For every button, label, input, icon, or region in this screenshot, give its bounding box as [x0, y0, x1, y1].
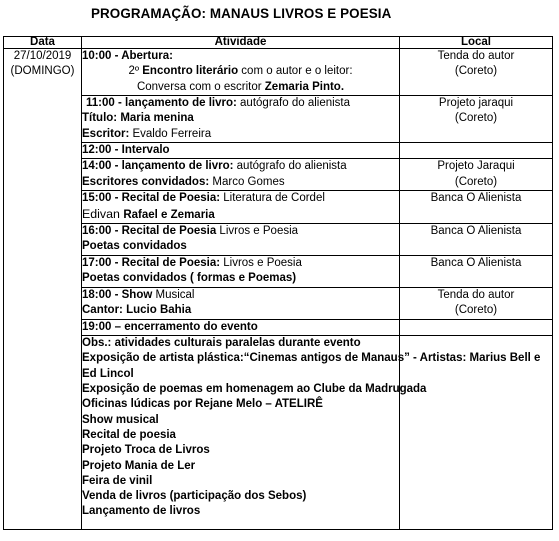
location-name: Projeto Jaraqui	[437, 160, 515, 173]
performer-names: Poetas convidados ( formas e Poemas)	[82, 272, 297, 285]
note-item: Recital de poesia	[82, 428, 176, 441]
activity-time: 18:00 - Show	[82, 288, 153, 301]
page-title: PROGRAMAÇÃO: MANAUS LIVROS E POESIA	[91, 6, 392, 21]
location-name: Projeto jaraqui	[438, 97, 514, 109]
activity-text: com o autor e o leitor:	[238, 65, 353, 78]
note-item: Exposição de poemas em homenagem ao Clube da Madrugada	[82, 383, 427, 396]
location-name: Banca O Alienista	[430, 192, 522, 205]
table-row	[4, 49, 553, 96]
activity-text: Livros e Poesia	[220, 256, 302, 269]
activity-cell	[82, 49, 400, 96]
table-row	[4, 255, 553, 287]
guests-name: Marco Gomes	[209, 175, 285, 188]
activity-time: 14:00 - lançamento de livro:	[82, 160, 234, 173]
location-cell	[400, 223, 553, 255]
location-cell	[400, 191, 553, 224]
guests-label: Escritores convidados:	[82, 175, 210, 188]
note-item: Exposição de artista plástica:“Cinemas antigos de Manaus” - Artistas: Marius Bell e	[82, 352, 541, 365]
note-item: Projeto Mania de Ler	[82, 459, 196, 472]
performer-names: Rafael e Zemaria	[123, 208, 215, 221]
note-item: Show musical	[82, 413, 159, 426]
header-date: Data	[4, 37, 82, 49]
activity-highlight: Encontro literário	[142, 65, 239, 78]
location-detail: (Coreto)	[454, 65, 498, 78]
table-row	[4, 223, 553, 255]
writer-name: Evaldo Ferreira	[129, 127, 212, 140]
location-cell	[400, 49, 553, 96]
activity-time: 12:00 - Intervalo	[82, 144, 170, 156]
activity-cell	[82, 191, 400, 224]
location-name: Banca O Alienista	[430, 256, 522, 269]
activity-highlight: Zemaria Pinto.	[264, 80, 345, 93]
activity-text: Literatura de Cordel	[220, 192, 325, 205]
location-name: Banca O Alienista	[430, 224, 522, 237]
location-detail: (Coreto)	[454, 175, 498, 188]
location-detail: (Coreto)	[454, 112, 498, 125]
header-activity: Atividade	[82, 37, 400, 49]
activity-time: 15:00 - Recital de Poesia:	[82, 192, 221, 205]
book-title-label: Título:	[82, 112, 118, 125]
table-row	[4, 191, 553, 224]
schedule-table	[3, 36, 553, 530]
location-name: Tenda do autor	[437, 288, 515, 301]
activity-time: 19:00 – encerramento do evento	[82, 320, 258, 333]
note-item: Obs.: atividades culturais paralelas durante evento	[82, 337, 361, 350]
notes-cell	[82, 336, 541, 530]
activity-text: 2º	[128, 65, 143, 78]
note-item: Lançamento de livros	[82, 505, 201, 518]
activity-text: Conversa com o escritor	[136, 80, 265, 93]
activity-text: autógrafo do alienista	[233, 160, 347, 173]
location-name: Tenda do autor	[437, 50, 515, 62]
table-row	[4, 96, 553, 143]
activity-time: 16:00 - Recital de Poesia	[82, 224, 217, 237]
activity-text: Livros e Poesia	[216, 224, 299, 237]
activity-cell	[82, 223, 400, 255]
note-item: Oficinas lúdicas por Rejane Melo – ATELIRÊ	[82, 398, 323, 411]
activity-text: autógrafo do alienista	[236, 97, 351, 109]
note-item: Venda de livros (participação dos Sebos)	[82, 490, 307, 503]
location-cell	[400, 159, 553, 191]
note-item: Projeto Troca de Livros	[82, 444, 210, 457]
date-cell	[4, 49, 82, 530]
location-cell	[400, 255, 553, 287]
performer-name: Edivan	[82, 206, 124, 221]
event-date: 27/10/2019	[13, 50, 72, 62]
activity-cell	[82, 287, 400, 319]
note-item: Feira de vinil	[82, 474, 153, 487]
activity-cell	[82, 143, 400, 159]
table-header-row	[4, 37, 553, 49]
activity-cell	[82, 96, 400, 143]
activity-cell	[82, 159, 400, 191]
activity-cell	[82, 255, 400, 287]
note-item: Ed Lincol	[82, 367, 134, 380]
location-cell	[400, 143, 553, 159]
activity-time: 17:00 - Recital de Poesia:	[82, 256, 221, 269]
notes-row	[4, 336, 553, 530]
book-title: Maria menina	[117, 112, 194, 125]
location-cell	[400, 319, 553, 335]
writer-label: Escritor:	[82, 127, 130, 140]
table-row	[4, 143, 553, 159]
activity-text: Musical	[152, 288, 195, 301]
table-row	[4, 159, 553, 191]
table-row	[4, 287, 553, 319]
location-cell	[400, 96, 553, 143]
table-row	[4, 319, 553, 335]
activity-time: 11:00 - lançamento de livro:	[86, 97, 237, 109]
location-cell	[400, 336, 553, 530]
event-weekday: (DOMINGO)	[10, 65, 75, 78]
activity-cell	[82, 319, 400, 335]
performer-names: Poetas convidados	[82, 240, 187, 253]
performer-names: Cantor: Lucio Bahia	[82, 304, 192, 317]
header-location: Local	[400, 37, 553, 49]
activity-time: 10:00 - Abertura:	[82, 50, 173, 62]
location-detail: (Coreto)	[454, 304, 498, 317]
location-cell	[400, 287, 553, 319]
